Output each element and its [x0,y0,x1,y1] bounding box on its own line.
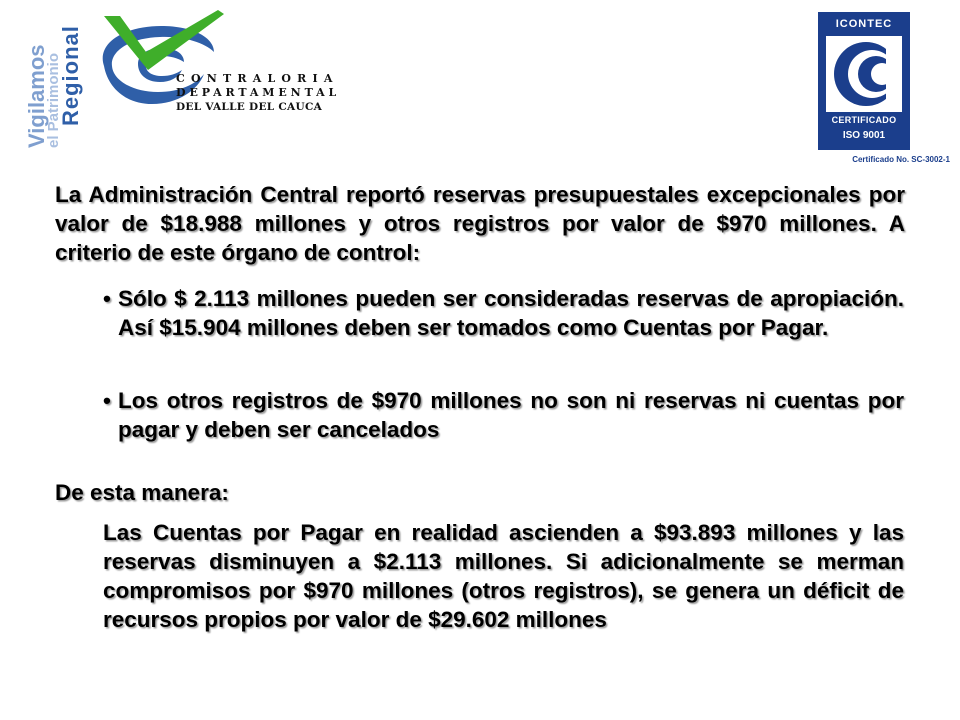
side-logo-word-vigilamos: Vigilamos [24,44,49,148]
conclusion-paragraph: Las Cuentas por Pagar en realidad ascienden a $93.893 millones y las reservas disminuyen a $2.113 millones. Si adicionalmente se merman compromisos por $970 millones (otros registros), se genera un déficit de recursos propios por valor de $29.602 millones [103,520,904,632]
intro-paragraph: La Administración Central reportó reservas presupuestales excepcionales por valor de $18.988 millones y otros registros por valor de $970 millones. A criterio de este órgano de control: [55,182,905,265]
side-slogan-logo [14,8,84,148]
icontec-brand: ICONTEC [835,18,893,30]
contraloria-name [176,72,340,114]
contraloria-line-3: DEL VALLE DEL CAUCA [176,101,323,113]
side-logo-word-patrimonio: el Patrimonio [45,52,62,148]
bullet-marker-1: • [103,286,111,311]
icontec-iso-label: ISO 9001 [842,130,886,141]
subheading: De esta manera: [55,480,229,505]
icontec-cc-icon [826,36,902,112]
bullet-marker-2: • [103,388,111,413]
bullet-item-2: Los otros registros de $970 millones no son ni reservas ni cuentas por pagar y deben ser cancelados [118,388,904,442]
contraloria-line-2: DEPARTAMENTAL [176,86,341,99]
contraloria-line-1: CONTRALORIA [176,72,339,85]
icontec-seal [818,12,910,150]
icontec-certified-label: CERTIFICADO [831,115,897,125]
bullet-item-1: Sólo $ 2.113 millones pueden ser consideradas reservas de apropiación. Así $15.904 millones deben ser tomados como Cuentas por Pagar. [118,286,904,340]
certificate-number: Certificado No. SC-3002-1 [852,155,950,164]
side-logo-word-regional: Regional [58,25,83,126]
